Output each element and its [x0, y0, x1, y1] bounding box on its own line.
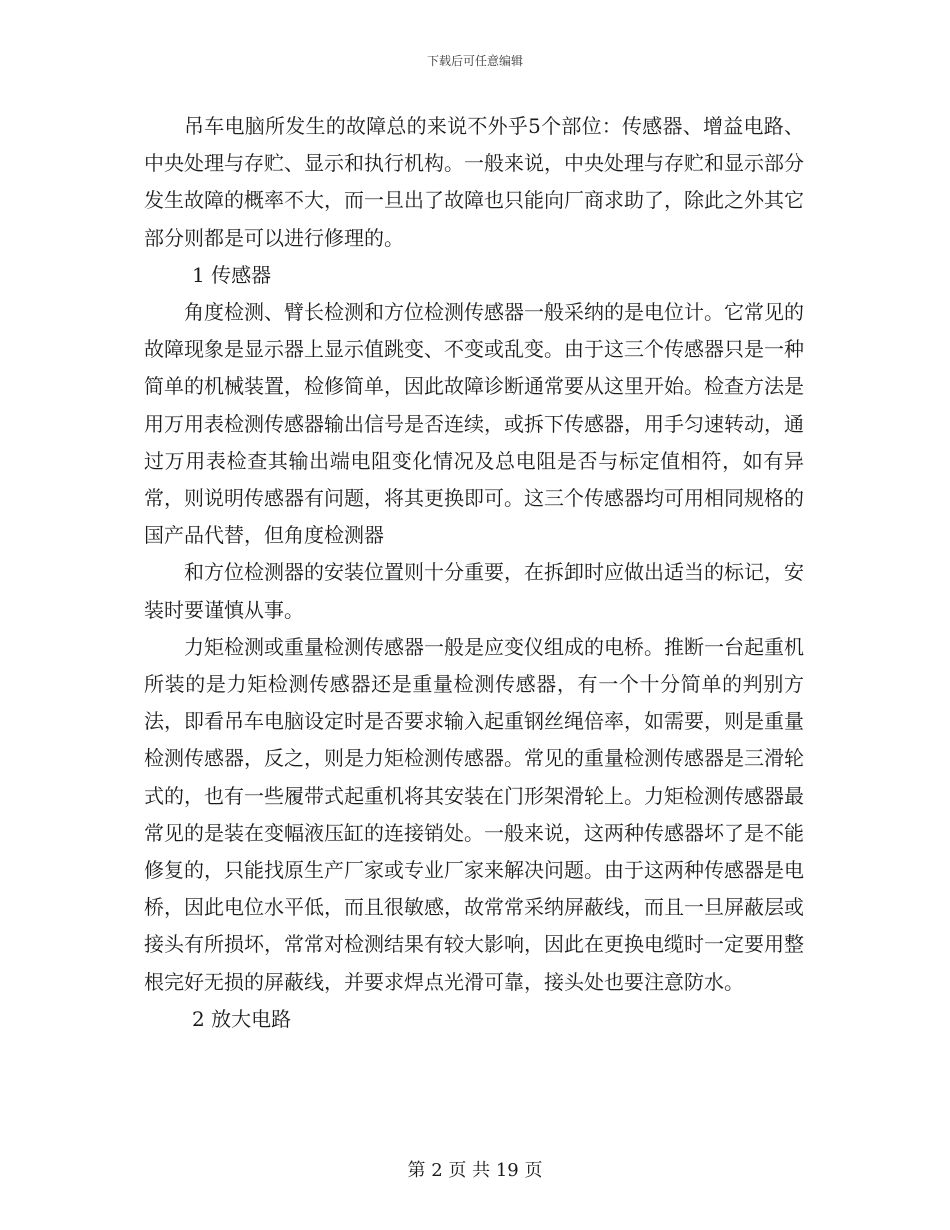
section-heading-amplifier: 2 放大电路 [192, 1006, 292, 1031]
section-heading-sensor: 1 传感器 [192, 262, 272, 287]
page-footer: 第 2 页 共 19 页 [407, 1160, 543, 1181]
paragraph-intro: 吊车电脑所发生的故障总的来说不外乎5个部位：传感器、增益电路、中央处理与存贮、显示和执行机构。一般来说，中央处理与存贮和显示部分发生故障的概率不大，而一旦出了故障也只能向厂商求助了，除此之外其它部分则都是可以进行修理的。 [144, 114, 804, 250]
document-body [144, 108, 804, 1038]
paragraph-load-sensors: 力矩检测或重量检测传感器一般是应变仪组成的电桥。推断一台起重机所装的是力矩检测传感器还是重量检测传感器，有一个十分简单的判别方法，即看吊车电脑设定时是否要求输入起重钢丝绳倍率，如需要，则是重量检测传感器，反之，则是力矩检测传感器。常见的重量检测传感器是三滑轮式的，也有一些履带式起重机将其安装在门形架滑轮上。力矩检测传感器最常见的是装在变幅液压缸的连接销处。一般来说，这两种传感器坏了是不能修复的，只能找原生产厂家或专业厂家来解决问题。由于这两种传感器是电桥，因此电位水平低，而且很敏感，故常常采纳屏蔽线，而且一旦屏蔽层或接头有所损坏，常常对检测结果有较大影响，因此在更换电缆时一定要用整根完好无损的屏蔽线，并要求焊点光滑可靠，接头处也要注意防水。 [144, 634, 804, 994]
paragraph-position-sensors: 角度检测、臂长检测和方位检测传感器一般采纳的是电位计。它常见的故障现象是显示器上显示值跳变、不变或乱变。由于这三个传感器只是一种简单的机械装置，检修简单，因此故障诊断通常要从这里开始。检查方法是用万用表检测传感器输出信号是否连续，或拆下传感器，用手匀速转动，通过万用表检查其输出端电阻变化情况及总电阻是否与标定值相符，如有异常，则说明传感器有问题，将其更换即可。这三个传感器均可用相同规格的国产品代替，但角度检测器 [144, 300, 804, 548]
page-header: 下载后可任意编辑 [426, 54, 523, 68]
paragraph-installation-note: 和方位检测器的安装位置则十分重要，在拆卸时应做出适当的标记，安装时要谨慎从事。 [144, 560, 804, 622]
